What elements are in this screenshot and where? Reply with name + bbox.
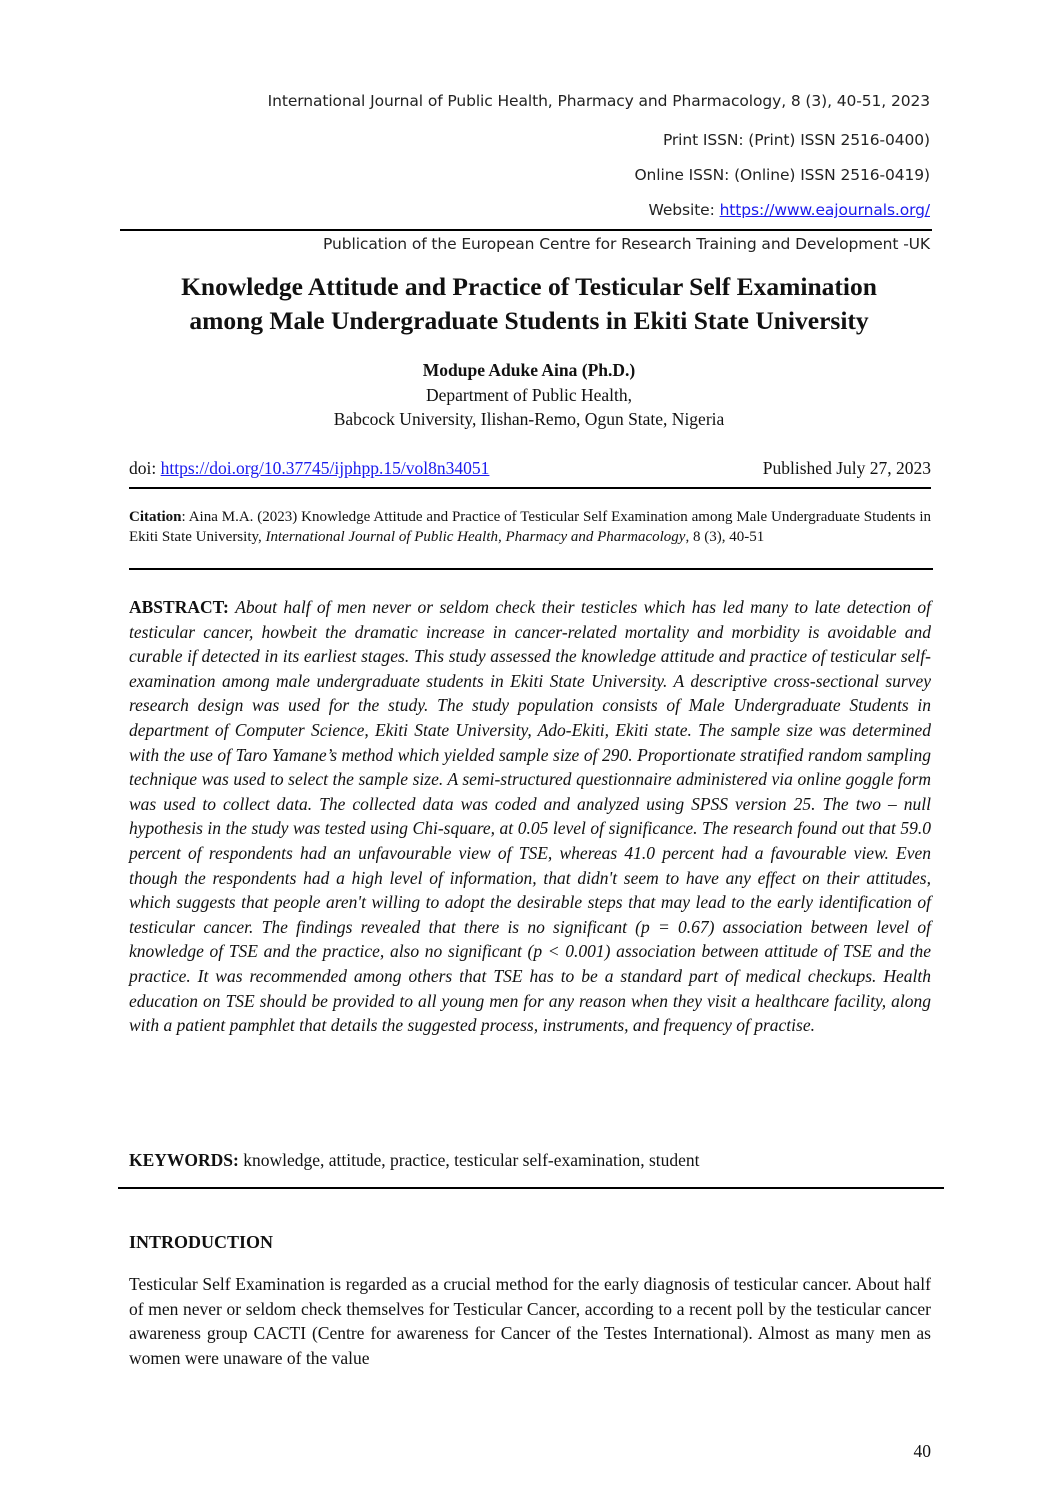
keywords (129, 1150, 931, 1171)
publisher-line: Publication of the European Centre for Research Training and Development -UK (323, 235, 930, 253)
print-issn: Print ISSN: (Print) ISSN 2516-0400) (662, 131, 930, 149)
keywords-label: KEYWORDS: (129, 1150, 239, 1170)
doi-link[interactable]: https://doi.org/10.37745/ijphpp.15/vol8n34051 (160, 458, 490, 478)
citation-label: Citation (129, 509, 182, 525)
citation-rule (129, 568, 933, 570)
citation-volume: , 8 (3), 40-51 (685, 528, 765, 545)
affiliation-line-1: Department of Public Health, (425, 384, 633, 405)
author-name: Modupe Aduke Aina (Ph.D.) (422, 360, 636, 380)
website-label: Website: (648, 201, 720, 219)
website-link[interactable]: https://www.eajournals.org/ (719, 201, 930, 219)
journal-line: International Journal of Public Health, Pharmacy and Pharmacology, 8 (3), 40-51, 2023 (267, 92, 930, 110)
author-block (100, 358, 958, 432)
abstract-text: About half of men never or seldom check their testicles which has led many to late detection of testicular cancer, howbeit the dramatic increase in cancer-related mortality and morbidity is avoidable and curable if detected in its earliest stages. This study assessed the knowledge attitude and practice of testicular self-examination among male undergraduate students in Ekiti State University. A descriptive cross-sectional survey research design was used for the study. The study population consists of Male Undergraduate Students in department of Computer Science, Ekiti State University, Ado-Ekiti, Ekiti state. The sample size was determined with the use of Taro Yamane’s method which yielded sample size of 290. Proportionate stratified random sampling technique was used to select the sample size. A semi-structured questionnaire administered via online goggle form was used to collect data. The collected data was coded and analyzed using SPSS version 25. The two – null hypothesis in the study was tested using Chi-square, at 0.05 level of significance. The research found out that 59.0 percent of respondents had an unfavourable view of TSE, whereas 41.0 percent had a favourable view. Even though the respondents had a high level of information, that didn't seem to have any effect on their attitudes, which suggests that people aren't willing to adopt the desirable steps that may lead to the early identification of testicular cancer. The findings revealed that there is no significant (p = 0.67) association between level of knowledge of TSE and the practice, also no significant (p < 0.001) association between attitude of TSE and the practice. It was recommended among others that TSE has to be a standard part of medical checkups. Health education on TSE should be provided to all young men for any reason when they visit a healthcare facility, along with a patient pamphlet that details the suggested process, instruments, and frequency of practise. (129, 597, 931, 1036)
website-line (649, 201, 930, 219)
header-rule (120, 229, 932, 231)
published-date: Published July 27, 2023 (762, 458, 931, 478)
abstract-label: ABSTRACT: (129, 597, 229, 617)
title-line-2: among Male Undergraduate Students in Ekiti State University (189, 306, 869, 335)
article-title (100, 270, 958, 338)
abstract (129, 595, 931, 1038)
citation-journal: International Journal of Public Health, Pharmacy and Pharmacology (265, 528, 686, 545)
keywords-rule (118, 1187, 944, 1189)
introduction-text: Testicular Self Examination is regarded as a crucial method for the early diagnosis of testicular cancer. About half of men never or seldom check themselves for Testicular Cancer, according to a recent poll by the testicular cancer awareness group CACTI (Centre for awareness for Cancer of the Testes International). Almost as many men as women were unaware of the value (129, 1274, 931, 1368)
doi-label: doi: (129, 458, 161, 478)
citation (129, 508, 931, 547)
page-number: 40 (913, 1441, 931, 1461)
introduction-heading: INTRODUCTION (129, 1232, 274, 1252)
citation-text: : Aina M.A. (2023) Knowledge Attitude and Practice of Testicular Self Examination among Male Undergraduate Students in Ekiti State University, (129, 509, 931, 545)
doi (129, 458, 489, 479)
doi-line (129, 458, 931, 479)
affiliation-line-2: Babcock University, Ilishan-Remo, Ogun State, Nigeria (333, 409, 725, 429)
title-line-1: Knowledge Attitude and Practice of Testicular Self Examination (181, 272, 877, 301)
keywords-text: knowledge, attitude, practice, testicular self-examination, student (238, 1150, 700, 1170)
doi-rule (129, 487, 931, 489)
online-issn: Online ISSN: (Online) ISSN 2516-0419) (634, 166, 930, 184)
